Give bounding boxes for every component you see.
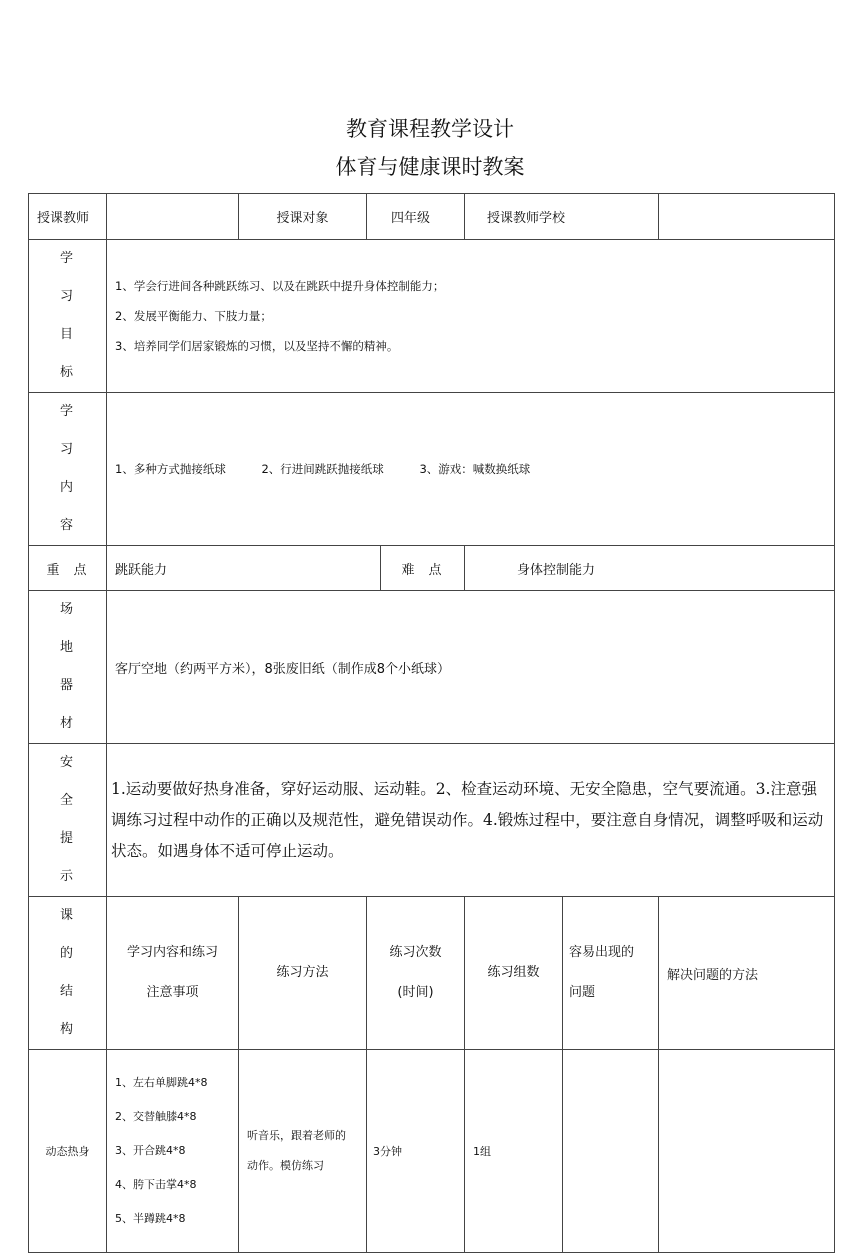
difficulty-label: 难点 (381, 546, 465, 591)
document-title: 教育课程教学设计 (346, 117, 514, 141)
venue-label-text: 场地器材 (59, 602, 87, 731)
structure-label (29, 897, 107, 1050)
goals-label-text: 学习目标 (59, 251, 87, 380)
warmup-method-line1: 听音乐，跟着老师的 (247, 1129, 346, 1142)
content-notes-header-line1: 学习内容和练习 (126, 945, 218, 960)
key-label: 重点 (29, 546, 107, 591)
goals-list (107, 240, 835, 393)
warmup-item: 1、左右单脚跳4*8 (115, 1076, 208, 1089)
warmup-item: 5、半蹲跳4*8 (115, 1212, 186, 1225)
warmup-item: 3、开合跳4*8 (115, 1144, 186, 1157)
teacher-value (107, 194, 239, 240)
safety-text: 1.运动要做好热身准备，穿好运动服、运动鞋。2、检查运动环境、无安全隐患，空气要流通。3.注意强调练习过程中动作的正确以及规范性，避免错误动作。4.锻炼过程中，要注意自身情况，调整呼吸和运动状态。如遇身体不适可停止运动。 (107, 744, 835, 897)
key-row (29, 546, 835, 591)
solution-header: 解决问题的方法 (659, 897, 835, 1050)
warmup-time: 3分钟 (367, 1050, 465, 1253)
document-subtitle: 体育与健康课时教案 (335, 155, 525, 179)
problems-header-line1: 容易出现的 (569, 945, 635, 960)
problems-header (563, 897, 659, 1050)
warmup-row (29, 1050, 835, 1253)
problems-header-line2: 问题 (569, 985, 596, 1000)
warmup-label: 动态热身 (29, 1050, 107, 1253)
teacher-label: 授课教师 (29, 194, 107, 240)
school-value (659, 194, 835, 240)
info-row (29, 194, 835, 240)
key-value: 跳跃能力 (107, 546, 381, 591)
structure-label-text: 课的结构 (59, 908, 87, 1037)
safety-label-text: 安全提示 (59, 755, 87, 884)
content-item: 2、行进间跳跃抛接纸球 (261, 462, 384, 476)
method-header: 练习方法 (239, 897, 367, 1050)
venue-label (29, 591, 107, 744)
count-header-line1: 练习次数 (389, 945, 442, 960)
grade-value: 四年级 (367, 194, 465, 240)
content-item: 1、多种方式抛接纸球 (115, 462, 226, 476)
target-label: 授课对象 (239, 194, 367, 240)
goal-item: 2、发展平衡能力、下肢力量； (115, 309, 272, 323)
warmup-method (239, 1050, 367, 1253)
goal-item: 3、培养同学们居家锻炼的习惯，以及坚持不懈的精神。 (115, 339, 399, 353)
safety-row (29, 744, 835, 897)
sets-header: 练习组数 (465, 897, 563, 1050)
count-header (367, 897, 465, 1050)
venue-value: 客厅空地（约两平方米），8张废旧纸（制作成8个小纸球） (107, 591, 835, 744)
warmup-solution (659, 1050, 835, 1253)
structure-header-row (29, 897, 835, 1050)
warmup-method-line2: 动作。模仿练习 (247, 1159, 324, 1172)
content-row (29, 393, 835, 546)
goal-item: 1、学会行进间各种跳跃练习、以及在跳跃中提升身体控制能力； (115, 279, 445, 293)
warmup-item: 2、交替触膝4*8 (115, 1110, 197, 1123)
content-item: 3、游戏：喊数换纸球 (419, 462, 531, 476)
content-label-text: 学习内容 (59, 404, 87, 533)
safety-label (29, 744, 107, 897)
venue-row (29, 591, 835, 744)
warmup-item: 4、胯下击掌4*8 (115, 1178, 197, 1191)
warmup-items (107, 1050, 239, 1253)
count-header-line2: (时间) (397, 985, 434, 1000)
goals-row (29, 240, 835, 393)
school-label: 授课教师学校 (465, 194, 659, 240)
goals-label (29, 240, 107, 393)
content-label (29, 393, 107, 546)
warmup-problems (563, 1050, 659, 1253)
lesson-plan-table (28, 193, 835, 1253)
content-list (107, 393, 835, 546)
difficulty-value: 身体控制能力 (465, 546, 835, 591)
content-notes-header-line2: 注意事项 (146, 985, 199, 1000)
content-notes-header (107, 897, 239, 1050)
warmup-sets: 1组 (465, 1050, 563, 1253)
